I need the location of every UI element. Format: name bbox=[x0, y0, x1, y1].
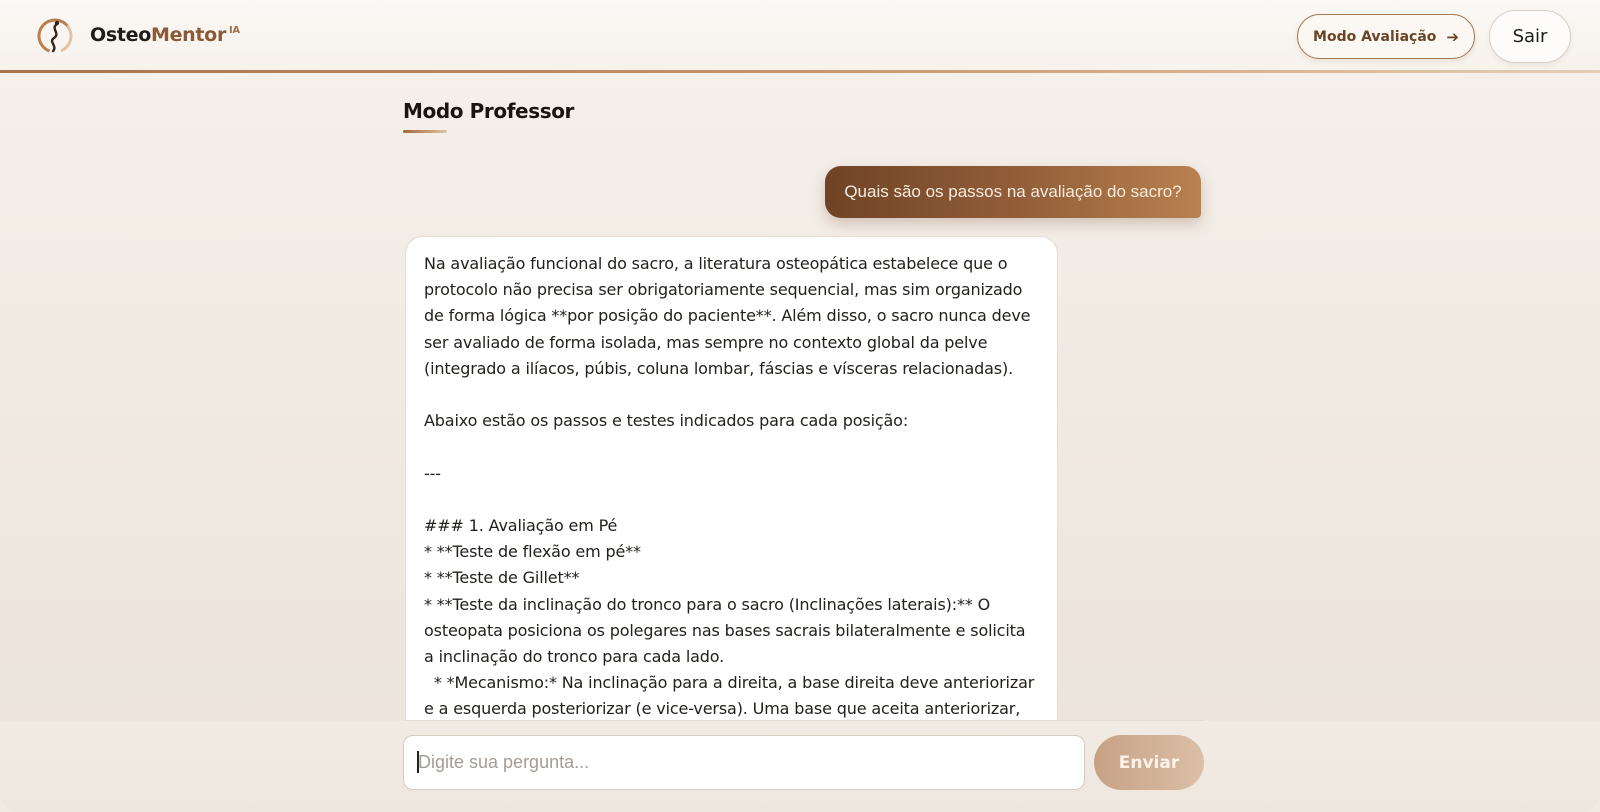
logout-button[interactable]: Sair bbox=[1489, 10, 1571, 63]
brand-name-part1: Osteo bbox=[90, 24, 151, 46]
assistant-message-text: Na avaliação funcional do sacro, a literatura osteopática estabelece que o protocolo não precisa ser obrigatoriamente sequencial, mas sim organizado de forma lógica **por posição do paciente**. Além disso, o sacro nunca deve ser avaliado de forma isolada, mas sempre no contexto global da pelve (integrado a ilíacos, púbis, coluna lombar, fáscias e vísceras relacionadas). Abaixo estão os passos e testes indicados para cada posição: --- ### 1. Avaliação em Pé * **Teste de flexão em pé** * **Teste de Gillet** * **Teste da inclinação do tronco para o sacro (Inclinações laterais):** O osteopata posiciona os polegares nas bases sacrais bilateralmente e solicita a inclinação do tronco para cada lado. * *Mecanismo:* Na inclinação para a direita, a base direita deve anteriorizar e a esquerda posteriorizar (e vice-versa). Uma base que aceita anteriorizar, bbox=[424, 254, 1035, 719]
title-underline bbox=[403, 130, 447, 133]
send-button[interactable]: Enviar bbox=[1094, 735, 1204, 790]
question-input[interactable] bbox=[403, 735, 1085, 790]
brand-name-part2: Mentor bbox=[150, 24, 227, 46]
top-header bbox=[0, 0, 1600, 72]
composer-divider bbox=[403, 720, 1203, 721]
brand-suffix: IA bbox=[229, 25, 240, 36]
brand-name bbox=[90, 24, 240, 46]
user-message-bubble: Quais são os passos na avaliação do sacro? bbox=[825, 166, 1201, 218]
spine-logo-icon bbox=[36, 17, 74, 55]
text-caret bbox=[417, 751, 419, 773]
evaluation-mode-label: Modo Avaliação bbox=[1313, 28, 1437, 45]
assistant-message-bubble bbox=[405, 236, 1058, 756]
page-title: Modo Professor bbox=[403, 99, 575, 123]
evaluation-mode-button[interactable] bbox=[1297, 14, 1475, 59]
arrow-right-icon: ➔ bbox=[1446, 27, 1459, 46]
header-divider bbox=[0, 70, 1600, 73]
